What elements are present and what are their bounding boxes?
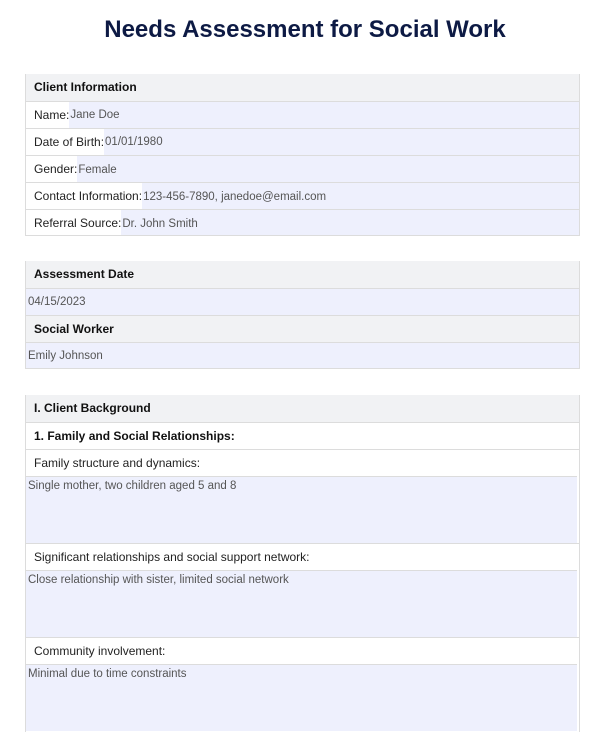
field-label: Gender: xyxy=(26,156,77,182)
client-background-header: I. Client Background xyxy=(26,395,579,422)
social-worker-header: Social Worker xyxy=(26,315,579,342)
field-label: Date of Birth: xyxy=(26,129,104,155)
page-title: Needs Assessment for Social Work xyxy=(104,16,506,43)
assessment-section xyxy=(25,261,580,369)
social-worker-field[interactable]: Emily Johnson xyxy=(26,342,579,369)
field-row-dob xyxy=(26,128,579,155)
field-label: Name: xyxy=(26,102,69,128)
contact-information-field[interactable]: 123-456-7890, janedoe@email.com xyxy=(142,183,579,209)
relationships-textarea[interactable]: Close relationship with sister, limited social network xyxy=(26,570,577,637)
family-structure-textarea[interactable]: Single mother, two children aged 5 and 8 xyxy=(26,476,577,543)
question-label-community: Community involvement: xyxy=(26,637,579,664)
field-label: Referral Source: xyxy=(26,210,121,235)
gender-field[interactable]: Female xyxy=(77,156,579,182)
client-background-section xyxy=(25,395,580,732)
field-row-name xyxy=(26,101,579,128)
community-involvement-textarea[interactable]: Minimal due to time constraints xyxy=(26,664,577,731)
field-label: Contact Information: xyxy=(26,183,142,209)
assessment-date-field[interactable]: 04/15/2023 xyxy=(26,288,579,315)
assessment-date-header: Assessment Date xyxy=(26,261,579,288)
name-field[interactable]: Jane Doe xyxy=(69,102,579,128)
client-information-header: Client Information xyxy=(26,74,579,101)
field-row-contact xyxy=(26,182,579,209)
field-row-gender xyxy=(26,155,579,182)
family-social-relationships-subheader: 1. Family and Social Relationships: xyxy=(26,422,579,449)
referral-source-field[interactable]: Dr. John Smith xyxy=(121,210,579,235)
question-label-relationships: Significant relationships and social support network: xyxy=(26,543,579,570)
question-label-family-structure: Family structure and dynamics: xyxy=(26,449,579,476)
date-of-birth-field[interactable]: 01/01/1980 xyxy=(104,129,579,155)
field-row-referral xyxy=(26,209,579,236)
client-information-section xyxy=(25,74,580,236)
